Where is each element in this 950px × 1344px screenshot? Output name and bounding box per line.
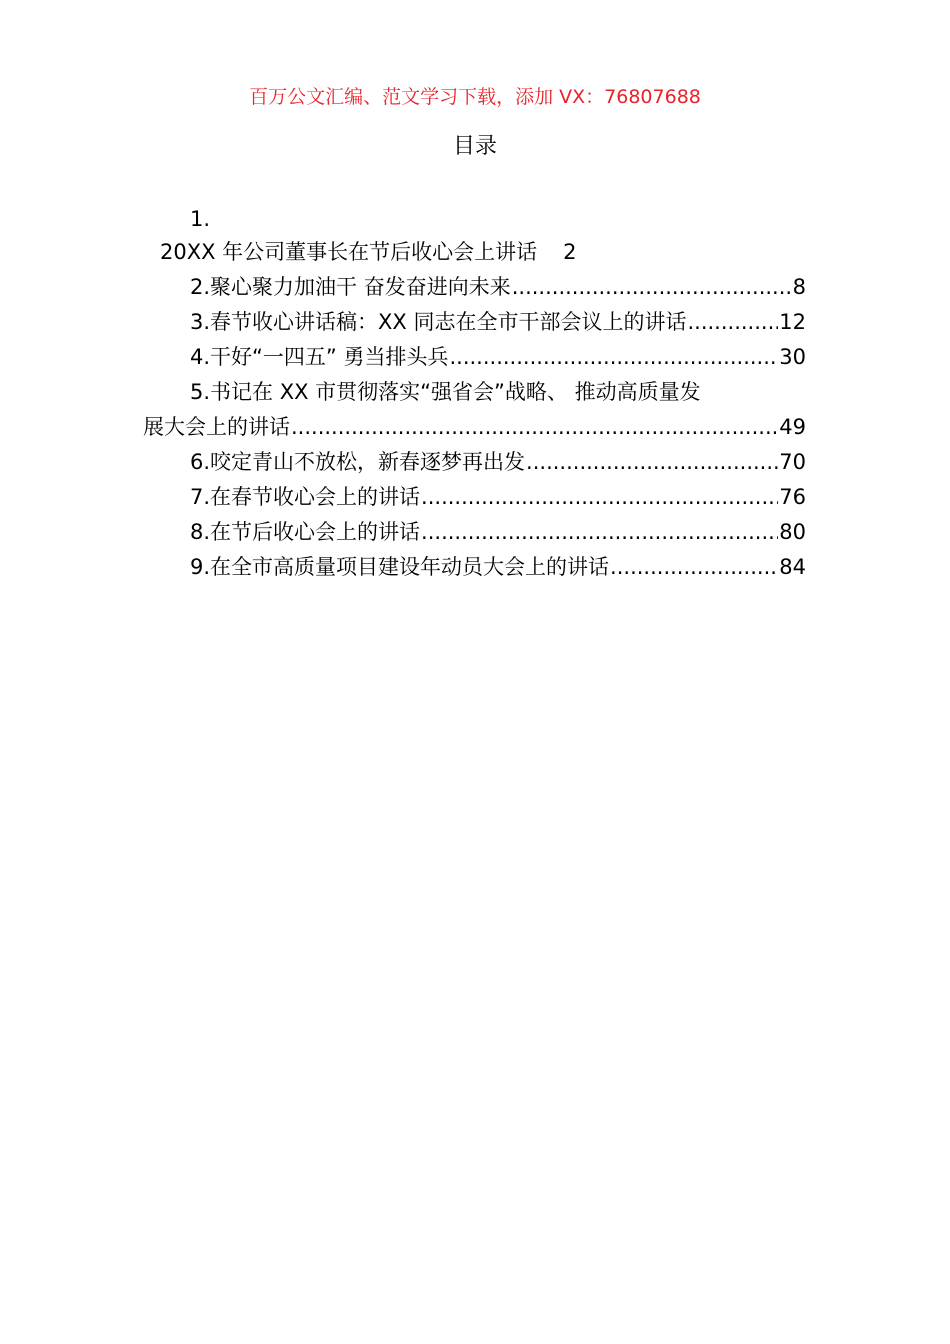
toc-entry-7[interactable]	[190, 482, 806, 512]
toc-entry-2-page: 8	[792, 275, 806, 299]
toc-entry-8[interactable]	[190, 517, 806, 547]
toc-entry-4-page: 30	[779, 345, 806, 369]
toc-title: 目录	[452, 134, 497, 159]
toc-entry-5-page: 49	[779, 415, 806, 439]
toc-entry-4[interactable]	[190, 342, 806, 372]
toc-entry-6-page: 70	[779, 450, 806, 474]
toc-entry-9[interactable]	[190, 552, 806, 582]
toc-entry-7-title: 7.在春节收心会上的讲话	[190, 485, 421, 509]
toc-entry-5-title-line1[interactable]: 5.书记在 XX 市贯彻落实“强省会”战略、 推动高质量发	[190, 380, 701, 404]
toc-leader	[610, 552, 778, 582]
toc-leader	[526, 447, 778, 477]
toc-entry-5[interactable]	[143, 412, 806, 442]
toc-leader	[449, 342, 778, 372]
toc-entry-1[interactable]	[160, 237, 800, 267]
toc-entry-5-title-line2: 展大会上的讲话	[143, 415, 290, 439]
toc-entry-3[interactable]	[190, 307, 806, 337]
toc-entry-4-title: 4.干好“一四五” 勇当排头兵	[190, 345, 449, 369]
toc-entry-1-number[interactable]: 1.	[190, 207, 211, 231]
toc-entry-6[interactable]	[190, 447, 806, 477]
toc-entry-7-page: 76	[779, 485, 806, 509]
toc-entry-3-page: 12	[779, 310, 806, 334]
toc-leader	[421, 482, 778, 512]
toc-entry-2[interactable]	[190, 272, 806, 302]
toc-entry-3-title: 3.春节收心讲话稿：XX 同志在全市干部会议上的讲话	[190, 310, 687, 334]
toc-entry-1-title: 20XX 年公司董事长在节后收心会上讲话	[160, 240, 538, 264]
toc-entry-9-title: 9.在全市高质量项目建设年动员大会上的讲话	[190, 555, 610, 579]
toc-leader	[512, 272, 792, 302]
toc-entry-8-title: 8.在节后收心会上的讲话	[190, 520, 421, 544]
toc-entry-9-page: 84	[779, 555, 806, 579]
toc-entry-1-page: 2	[563, 240, 577, 264]
toc-entry-8-page: 80	[779, 520, 806, 544]
toc-leader	[421, 517, 778, 547]
header-note: 百万公文汇编、范文学习下载，添加 VX：76807688	[249, 86, 701, 108]
toc-entry-6-title: 6.咬定青山不放松，新春逐梦再出发	[190, 450, 526, 474]
toc-entry-2-title: 2.聚心聚力加油干 奋发奋进向未来	[190, 275, 511, 299]
toc-leader	[687, 307, 778, 337]
toc-leader	[291, 412, 778, 442]
